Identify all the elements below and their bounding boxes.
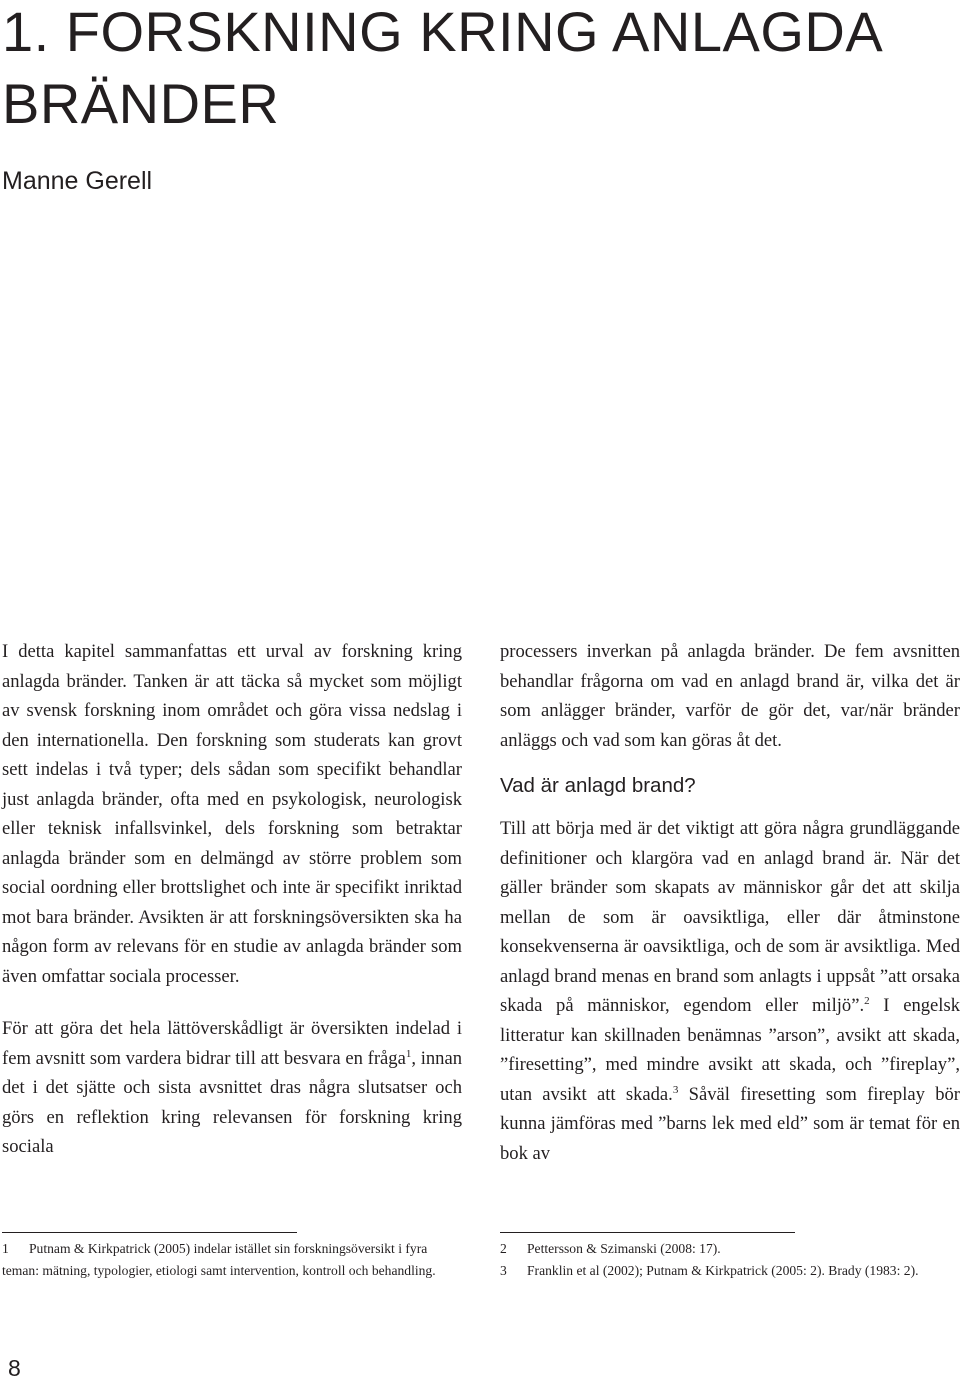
chapter-title bbox=[2, 0, 942, 140]
footnote-text: Franklin et al (2002); Putnam & Kirkpatrick (2005: 2). Brady (1983: 2). bbox=[527, 1262, 919, 1278]
paragraph-overview-text-b: , innan det i det sjätte och sista avsnittet dras några slutsatser och görs en reflektion kring relevansen för forskning kring sociala bbox=[2, 1047, 463, 1157]
footnote-text: Putnam & Kirkpatrick (2005) indelar istället sin forskningsöversikt i fyra teman: mätning, typologier, etiologi samt intervention, kontroll och behandling. bbox=[2, 1241, 436, 1278]
author-name: Manne Gerell bbox=[2, 167, 153, 195]
footnote-divider-right bbox=[500, 1232, 795, 1233]
section-heading: Vad är anlagd brand? bbox=[500, 774, 696, 797]
footnote-number: 1 bbox=[2, 1241, 9, 1256]
footnote-1 bbox=[2, 1238, 462, 1281]
chapter-title-line-1: 1. FORSKNING KRING ANLAGDA bbox=[2, 0, 884, 63]
footnote-3 bbox=[500, 1260, 960, 1282]
footnote-number: 2 bbox=[500, 1241, 507, 1256]
footnotes-left bbox=[2, 1238, 462, 1281]
footnote-ref-1[interactable]: 1 bbox=[405, 1047, 412, 1060]
paragraph-definition-text-c: Såväl firesetting som fireplay bör kunna jämföras med ”barns lek med eld” som är temat för en bok av bbox=[500, 1083, 960, 1164]
page-number: 8 bbox=[8, 1355, 21, 1381]
paragraph-intro-text: I detta kapitel sammanfattas ett urval av forskning kring anlagda bränder. Tanken är att täcka så mycket som möjligt av svensk forskning inom området och göra vissa nedslag i den internationella. Den forskning som studerats kan grovt sett indelas i två typer; dels sådan som specifikt behandlar just anlagda bränder, ofta med en psykologisk, neurologisk eller teknisk infallsvinkel, dels forskning som betraktar anlagda bränder som en delmängd av större problem som social oordning eller brottslighet och inte är specifikt inriktad mot bara bränder. Avsikten är att forskningsöversikten ska ha någon form av relevans för en studie av anlagda bränder som även omfattar sociala processer. bbox=[2, 641, 462, 987]
paragraph-continuation bbox=[500, 637, 960, 755]
footnote-ref-2[interactable]: 2 bbox=[864, 994, 870, 1007]
footnote-text: Pettersson & Szimanski (2008: 17). bbox=[527, 1241, 721, 1256]
footnote-number: 3 bbox=[500, 1262, 507, 1278]
paragraph-definition-text-b: I engelsk litteratur kan skillnaden benämnas ”arson”, avsikt att skada, ”firesetting”, med mindre avsikt att skada, och ”fireplay”, utan avsikt att skada. bbox=[500, 995, 960, 1105]
paragraph-definition bbox=[500, 814, 960, 1168]
footnote-2 bbox=[500, 1238, 960, 1260]
paragraph-overview bbox=[2, 1014, 462, 1162]
right-column bbox=[500, 637, 960, 1168]
paragraph-intro bbox=[2, 637, 462, 991]
footnote-divider-left bbox=[2, 1232, 297, 1233]
left-column bbox=[2, 637, 462, 1162]
footnote-ref-3[interactable]: 3 bbox=[672, 1083, 679, 1096]
chapter-title-line-2: BRÄNDER bbox=[2, 72, 280, 135]
paragraph-continuation-text: processers inverkan på anlagda bränder. De fem avsnitten behandlar frågorna om vad en anlagd brand är, vilka det är som anlägger bränder, varför de gör det, var/när bränder anläggs och vad som kan göras åt det. bbox=[500, 641, 960, 751]
footnotes-right bbox=[500, 1238, 960, 1281]
paragraph-definition-text-a: Till att börja med är det viktigt att göra några grundläggande definitioner och klargöra vad en anlagd brand är. När det gäller bränder som skapats av människor går det att skilja mellan de som är oavsiktliga, eller där åtminstone konsekvenserna är oavsiktliga, och de som är avsiktliga. Med anlagd brand menas en brand som anlagts i uppsåt ”att orsaka skada på människor, egendom eller miljö”. bbox=[500, 818, 960, 1016]
paragraph-overview-text-a: För att göra det hela lättöverskådligt är översikten indelad i fem avsnitt som vardera bidrar till att besvara en fråga bbox=[2, 1018, 462, 1069]
